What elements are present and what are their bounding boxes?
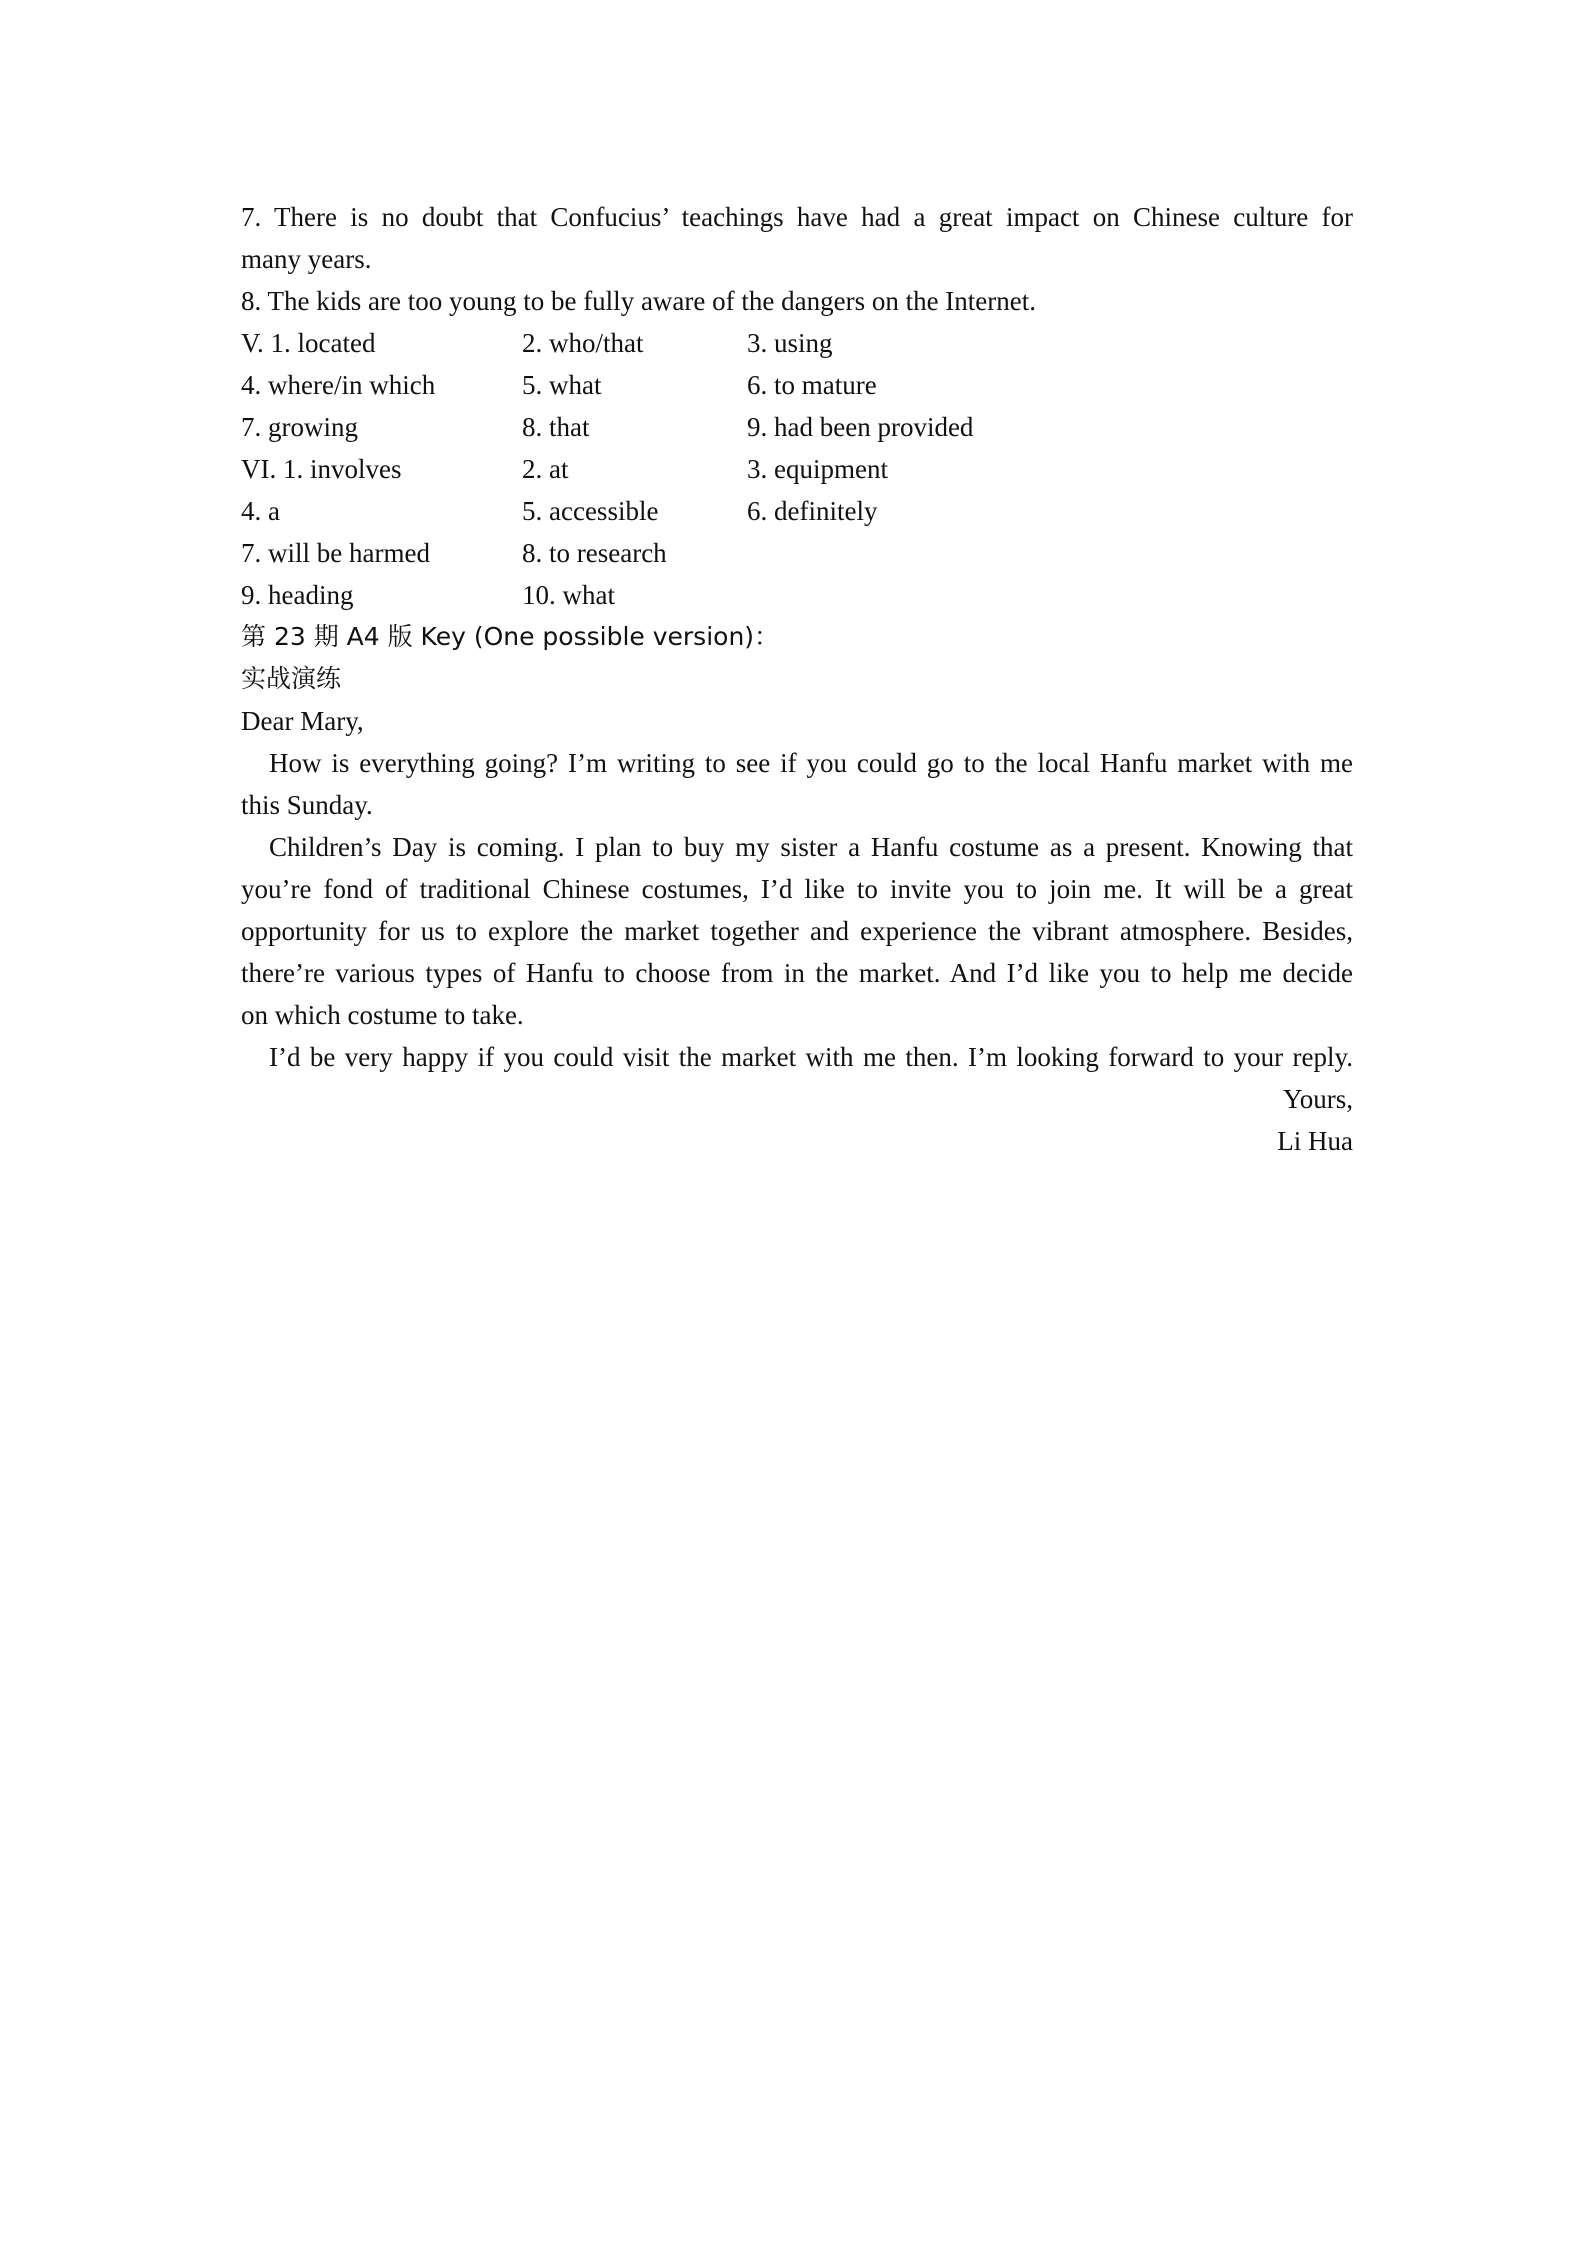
section-vi-row-3: [241, 532, 1353, 574]
answer-cell: 7. growing: [241, 412, 358, 442]
answer-cell: 8. to research: [522, 538, 667, 568]
answer-cell: 7. will be harmed: [241, 538, 430, 568]
section-v-row-3: [241, 406, 1353, 448]
section-vi-row-4: [241, 574, 1353, 616]
sentence-7-line-1: 7. There is no doubt that Confucius’ teachings have had a great impact on Chinese culture for: [241, 202, 1353, 232]
answer-cell: 6. to mature: [747, 370, 877, 400]
letter-signature: Li Hua: [1277, 1126, 1353, 1156]
answer-cell: 6. definitely: [747, 496, 878, 526]
document-page: [241, 196, 1353, 1162]
letter-paragraph-2-line-5: on which costume to take.: [241, 1000, 524, 1030]
answer-cell: 4. where/in which: [241, 370, 436, 400]
sentence-7-line-2: many years.: [241, 244, 372, 274]
answer-cell: 10. what: [522, 580, 615, 610]
answer-cell: 9. had been provided: [747, 412, 974, 442]
answer-cell: 9. heading: [241, 580, 354, 610]
letter-closing: Yours,: [1282, 1084, 1353, 1114]
sentence-8: 8. The kids are too young to be fully aware of the dangers on the Internet.: [241, 286, 1037, 316]
answer-cell: 3. using: [747, 328, 833, 358]
letter-paragraph-2-line-4: there’re various types of Hanfu to choose from in the market. And I’d like you to help me decide: [241, 958, 1353, 988]
answer-cell: VI. 1. involves: [241, 454, 402, 484]
letter-paragraph-2-line-3: opportunity for us to explore the market together and experience the vibrant atmosphere. Besides,: [241, 916, 1353, 946]
answer-cell: 5. accessible: [522, 496, 659, 526]
section-v-row-1: [241, 322, 1353, 364]
letter-paragraph-2-line-2: you’re fond of traditional Chinese costumes, I’d like to invite you to join me. It will be a great: [241, 874, 1353, 904]
answer-cell: 2. who/that: [522, 328, 644, 358]
section-v-answers: [241, 322, 1353, 448]
model-letter: [241, 700, 1353, 1162]
answer-cell: V. 1. located: [241, 328, 376, 358]
section-vi-row-1: [241, 448, 1353, 490]
letter-paragraph-1-line-1: How is everything going? I’m writing to see if you could go to the local Hanfu market with me: [269, 748, 1353, 778]
key-heading: 第 23 期 A4 版 Key (One possible version)：: [241, 622, 780, 651]
section-vi-row-2: [241, 490, 1353, 532]
letter-paragraph-2-line-1: Children’s Day is coming. I plan to buy my sister a Hanfu costume as a present. Knowing that: [269, 832, 1353, 862]
answer-cell: 3. equipment: [747, 454, 888, 484]
letter-salutation: Dear Mary,: [241, 706, 364, 736]
section-v-row-2: [241, 364, 1353, 406]
answer-cell: 2. at: [522, 454, 569, 484]
answer-cell: 5. what: [522, 370, 602, 400]
answer-cell: 8. that: [522, 412, 590, 442]
answer-cell: 4. a: [241, 496, 280, 526]
letter-paragraph-1-line-2: this Sunday.: [241, 790, 373, 820]
section-vi-answers: [241, 448, 1353, 616]
letter-paragraph-3: I’d be very happy if you could visit the market with me then. I’m looking forward to your reply.: [269, 1042, 1353, 1072]
subheading: 实战演练: [241, 664, 342, 693]
